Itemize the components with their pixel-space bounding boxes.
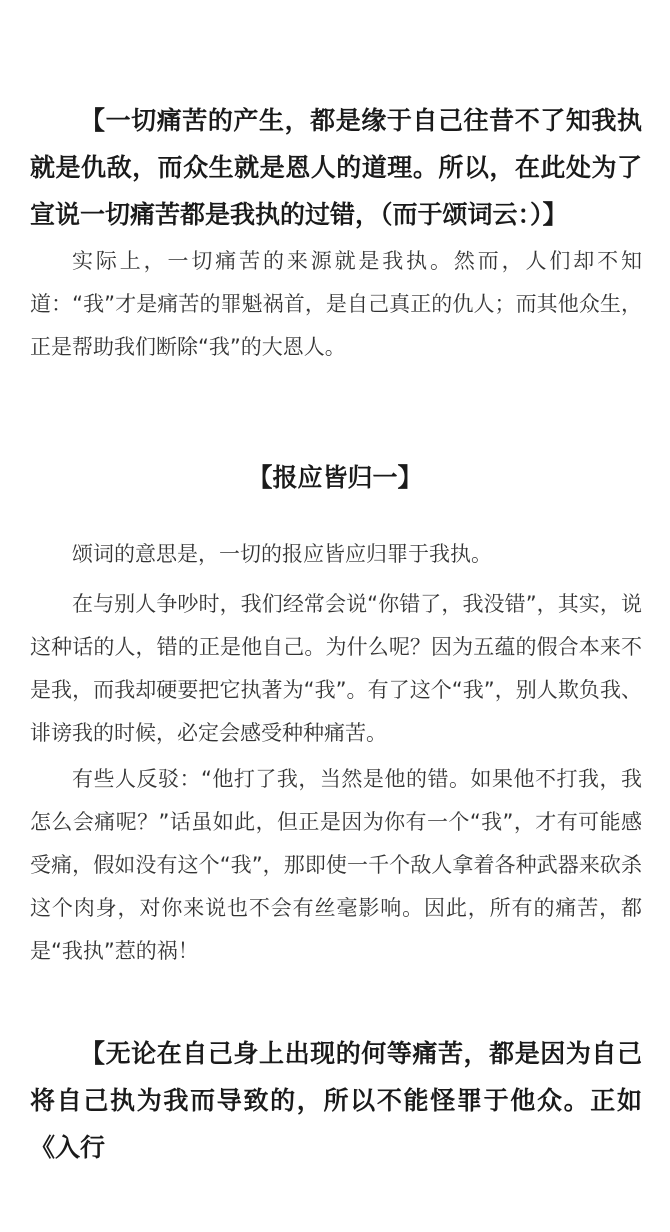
body-paragraph-2: 颂词的意思是，一切的报应皆应归罪于我执。 <box>72 542 492 566</box>
bold-verse-intro-2: 【无论在自己身上出现的何等痛苦，都是因为自己将自己执为我而导致的，所以不能怪罪于他众。正如《入行 <box>30 1039 642 1162</box>
body-paragraph-4: 有些人反驳：“他打了我，当然是他的错。如果他不打我，我怎么会痛呢？”话虽如此，但正是因为你有一个“我”，才有可能感受痛，假如没有这个“我”，那即使一千个敌人拿着各种武器来砍杀这个肉身，对你来说也不会有丝毫影响。因此，所有的痛苦，都是“我执”惹的祸！ <box>30 767 642 963</box>
section-heading: 【报应皆归一】 <box>247 463 423 492</box>
body-paragraph-3: 在与别人争吵时，我们经常会说“你错了，我没错”，其实，说这种话的人，错的正是他自己。为什么呢？因为五蕴的假合本来不是我，而我却硬要把它执著为“我”。有了这个“我”，别人欺负我、诽谤我的时候，必定会感受种种痛苦。 <box>30 592 642 745</box>
body-paragraph-1: 实际上，一切痛苦的来源就是我执。然而，人们却不知道：“我”才是痛苦的罪魁祸首，是自己真正的仇人；而其他众生，正是帮助我们断除“我”的大恩人。 <box>30 249 642 359</box>
bold-verse-intro-1: 【一切痛苦的产生，都是缘于自己往昔不了知我执就是仇敌，而众生就是恩人的道理。所以，在此处为了宣说一切痛苦都是我执的过错，（而于颂词云：）】 <box>30 106 642 229</box>
